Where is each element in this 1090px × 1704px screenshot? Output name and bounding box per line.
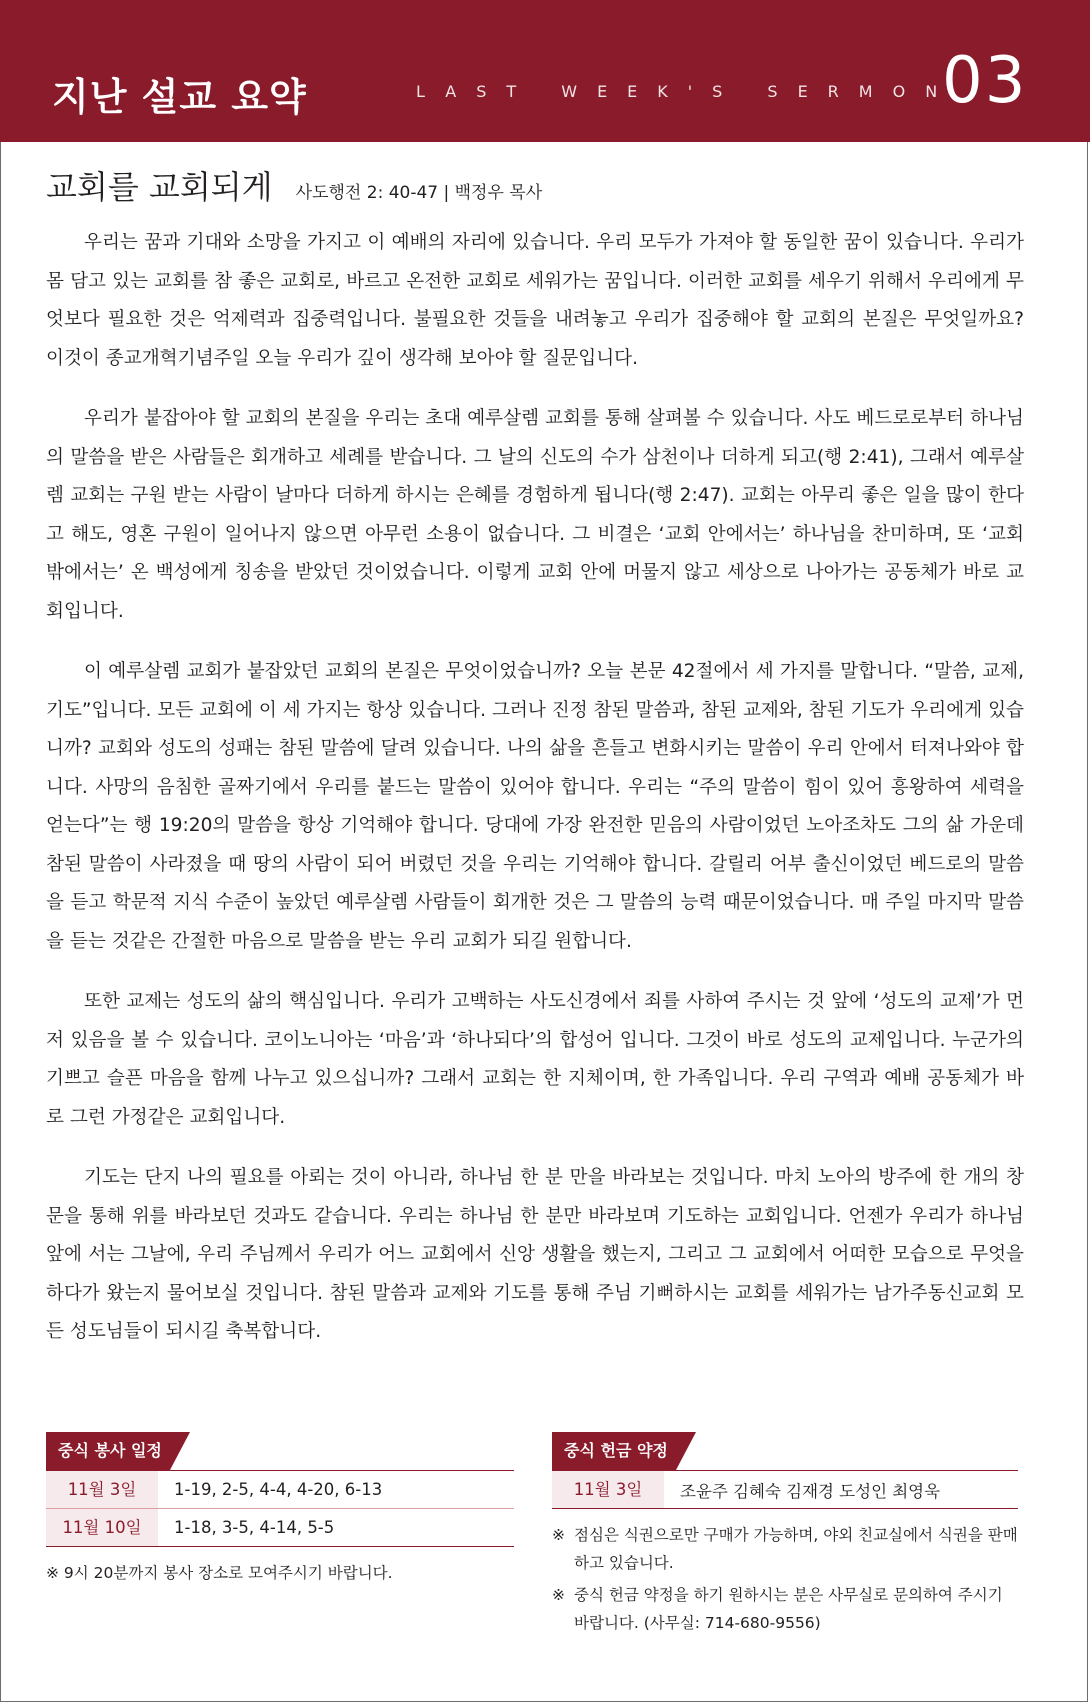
offering-label: 중식 헌금 약정 bbox=[552, 1432, 676, 1470]
section-title: 지난 설교 요약 bbox=[52, 75, 307, 119]
section-subtitle: LAST WEEK'S SERMON bbox=[416, 82, 958, 101]
note-mark: ※ bbox=[552, 1586, 565, 1604]
offering-value: 조윤주 김혜숙 김재경 도성인 최영욱 bbox=[680, 1481, 941, 1501]
sermon-paragraph: 이 예루살렘 교회가 붙잡았던 교회의 본질은 무엇이었습니까? 오늘 본문 42절에서 세 가지를 말합니다. “말씀, 교제, 기도”입니다. 모든 교회에 이 세 가지는 항상 있습니다. 그러나 진정 참된 말씀과, 참된 교제와, 참된 기도가 우리에게 있습니까? 교회와 성도의 성패는 참된 말씀에 달려 있습니다. 나의 삶을 흔들고 변화시키는 말씀이 우리 안에서 터져나와야 합니다. 사망의 음침한 골짜기에서 우리를 붙드는 말씀이 있어야 합니다. 우리는 “주의 말씀이 힘이 있어 흥왕하여 세력을 얻는다”는 행 19:20의 말씀을 항상 기억해야 합니다. 당대에 가장 완전한 믿음의 사람이었던 노아조차도 그의 삶 가운데 참된 말씀이 사라졌을 때 땅의 사람이 되어 버렸던 것을 우리는 기억해야 합니다. 갈릴리 어부 출신이었던 베드로의 말씀을 듣고 학문적 지식 수준이 높았던 예루살렘 사람들이 회개한 것은 그 말씀의 능력 때문이었습니다. 매 주일 마지막 말씀을 듣는 것같은 간절한 마음으로 말씀을 받는 우리 교회가 되길 원합니다. bbox=[46, 661, 1024, 952]
offering-box bbox=[552, 1432, 1018, 1641]
offering-date: 11월 3일 bbox=[552, 1471, 664, 1508]
schedule-note: ※ 9시 20분까지 봉사 장소로 모여주시기 바랍니다. bbox=[46, 1564, 393, 1582]
sermon-heading bbox=[46, 162, 542, 208]
sermon-title: 교회를 교회되게 bbox=[46, 168, 273, 206]
table-row bbox=[46, 1509, 514, 1546]
divider bbox=[552, 1508, 1018, 1509]
tag-corner bbox=[676, 1432, 696, 1470]
service-schedule-box bbox=[46, 1432, 514, 1587]
section-number: 03 bbox=[942, 44, 1028, 118]
tag-corner bbox=[170, 1432, 190, 1470]
sermon-paragraph: 기도는 단지 나의 필요를 아뢰는 것이 아니라, 하나님 한 분 만을 바라보는 것입니다. 마치 노아의 방주에 한 개의 창문을 통해 위를 바라보던 것과도 같습니다. 우리는 하나님 한 분만 바라보며 기도하는 교회입니다. 언젠가 우리가 하나님 앞에 서는 그날에, 우리 주님께서 우리가 어느 교회에서 신앙 생활을 했는지, 그리고 그 교회에서 어떠한 모습으로 무엇을 하다가 왔는지 물어보실 것입니다. 참된 말씀과 교제와 기도를 통해 주님 기뻐하시는 교회를 세워가는 남가주동신교회 모든 성도님들이 되시길 축복합니다. bbox=[46, 1167, 1024, 1342]
schedule-date: 11월 3일 bbox=[46, 1471, 158, 1508]
divider bbox=[46, 1546, 514, 1547]
schedule-value: 1-18, 3-5, 4-14, 5-5 bbox=[174, 1518, 335, 1537]
service-schedule-label: 중식 봉사 일정 bbox=[46, 1432, 170, 1470]
offering-tag bbox=[552, 1432, 1018, 1470]
schedule-value: 1-19, 2-5, 4-4, 4-20, 6-13 bbox=[174, 1480, 383, 1499]
sermon-paragraph: 우리는 꿈과 기대와 소망을 가지고 이 예배의 자리에 있습니다. 우리 모두가 가져야 할 동일한 꿈이 있습니다. 우리가 몸 담고 있는 교회를 참 좋은 교회로, 바르고 온전한 교회로 세워가는 꿈입니다. 이러한 교회를 세우기 위해서 우리에게 무엇보다 필요한 것은 억제력과 집중력입니다. 불필요한 것들을 내려놓고 우리가 집중해야 할 교회의 본질은 무엇일까요? 이것이 종교개혁기념주일 오늘 우리가 깊이 생각해 보아야 할 질문입니다. bbox=[46, 232, 1024, 369]
note-mark: ※ bbox=[552, 1526, 565, 1544]
sermon-body bbox=[46, 224, 1024, 1374]
offering-notes bbox=[552, 1521, 1018, 1637]
table-row bbox=[552, 1471, 1018, 1508]
sermon-paragraph: 우리가 붙잡아야 할 교회의 본질을 우리는 초대 예루살렘 교회를 통해 살펴볼 수 있습니다. 사도 베드로로부터 하나님의 말씀을 받은 사람들은 회개하고 세례를 받습니다. 그 날의 신도의 수가 삼천이나 더하게 되고(행 2:41), 그래서 예루살렘 교회는 구원 받는 사람이 날마다 더하게 하시는 은혜를 경험하게 됩니다(행 2:47). 교회는 아무리 좋은 일을 많이 한다고 해도, 영혼 구원이 일어나지 않으면 아무런 소용이 없습니다. 그 비결은 ‘교회 안에서는’ 하나님을 찬미하며, 또 ‘교회 밖에서는’ 온 백성에게 칭송을 받았던 것이었습니다. 이렇게 교회 안에 머물지 않고 세상으로 나아가는 공동체가 바로 교회입니다. bbox=[46, 408, 1024, 622]
offering-note-text: 중식 헌금 약정을 하기 원하시는 분은 사무실로 문의하여 주시기 바랍니다. (사무실: 714-680-9556) bbox=[574, 1586, 1003, 1632]
offering-note bbox=[552, 1581, 1018, 1637]
service-schedule-tag bbox=[46, 1432, 514, 1470]
offering-note-text: 점심은 식권으로만 구매가 가능하며, 야외 친교실에서 식권을 판매하고 있습니다. bbox=[574, 1526, 1018, 1572]
header-banner bbox=[0, 0, 1090, 142]
sermon-paragraph: 또한 교제는 성도의 삶의 핵심입니다. 우리가 고백하는 사도신경에서 죄를 사하여 주시는 것 앞에 ‘성도의 교제’가 먼저 있음을 볼 수 있습니다. 코이노니아는 ‘마음’과 ‘하나되다’의 합성어 입니다. 그것이 바로 성도의 교제입니다. 누군가의 기쁘고 슬픈 마음을 함께 나누고 있으십니까? 그래서 교회는 한 지체이며, 한 가족입니다. 우리 구역과 예배 공동체가 바로 그런 가정같은 교회입니다. bbox=[46, 991, 1024, 1128]
table-row bbox=[46, 1471, 514, 1508]
schedule-date: 11월 10일 bbox=[46, 1509, 158, 1546]
sermon-reference: 사도행전 2: 40-47 | 백정우 목사 bbox=[295, 183, 543, 203]
offering-note bbox=[552, 1521, 1018, 1577]
